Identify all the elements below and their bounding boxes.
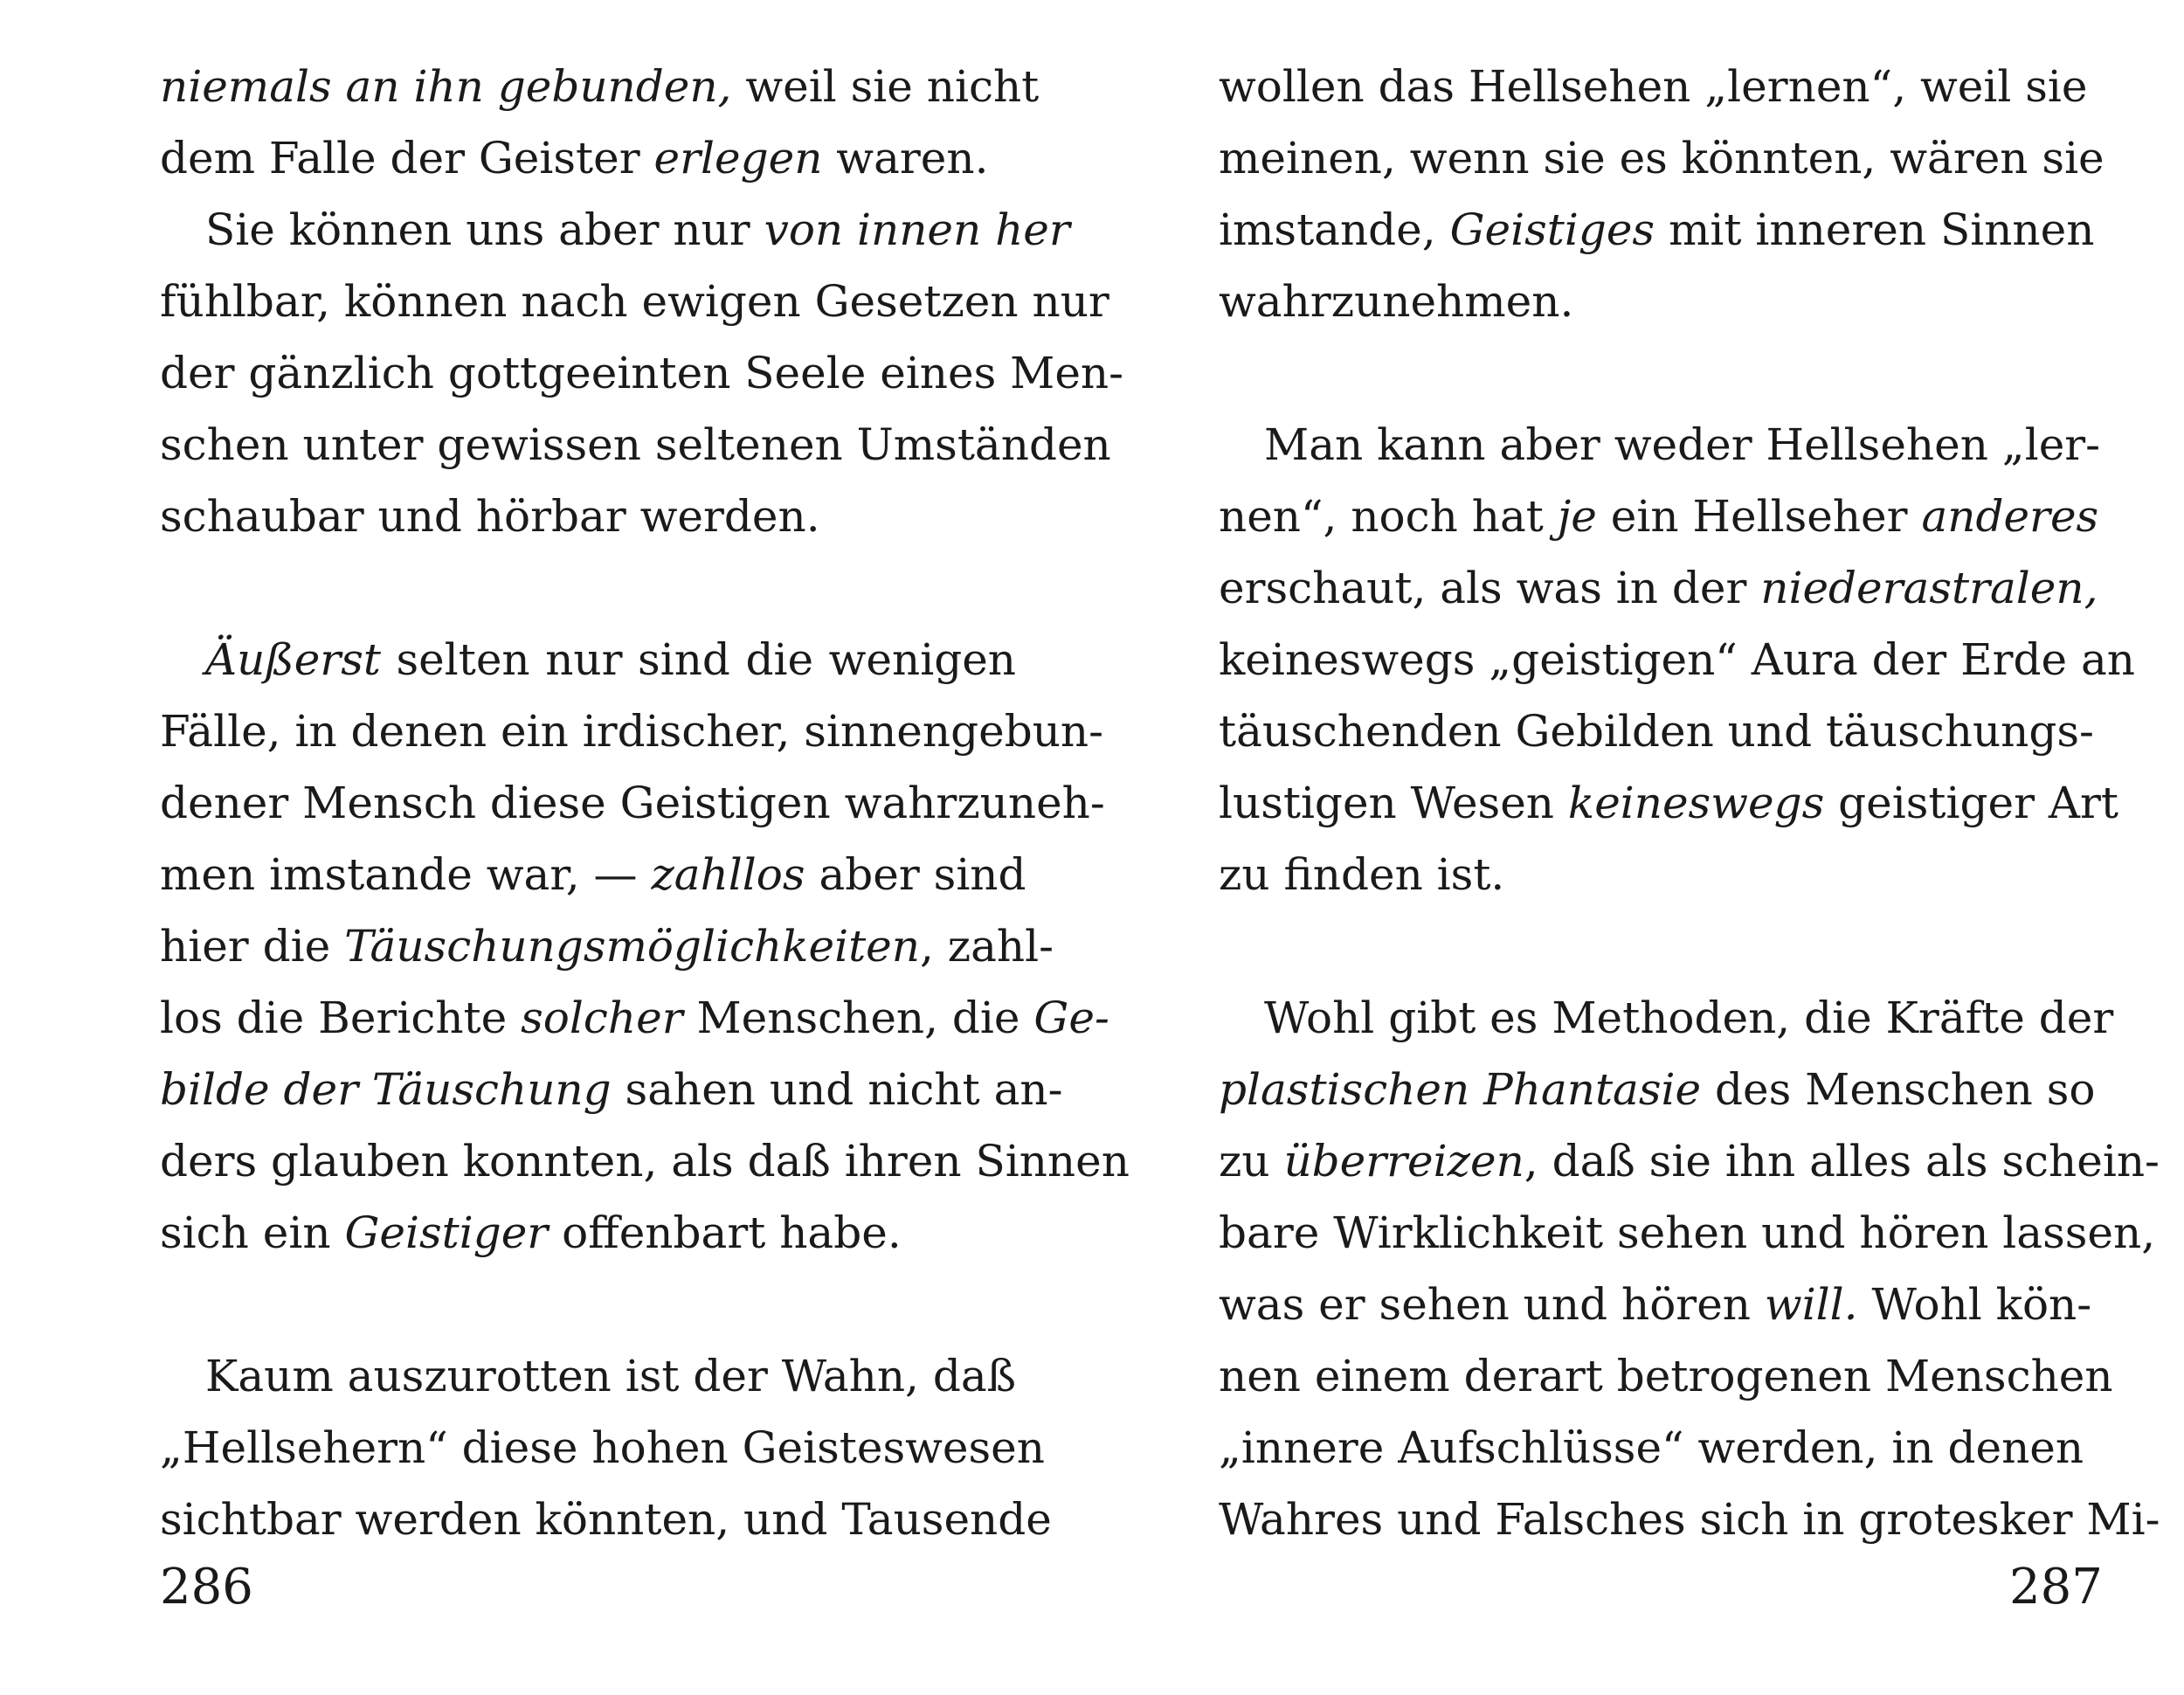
text-run: , zahl- [919,921,1054,972]
text-run: sich ein [160,1207,345,1258]
text-line [1219,1197,2156,1269]
text-run: des Menschen so [1701,1064,2096,1115]
text-line [160,1197,1016,1269]
text-line [160,266,1109,337]
italic-run: keineswegs [1567,778,1825,828]
text-run: los die Berichte [160,993,522,1043]
italic-run: von innen her [764,204,1070,255]
text-line [160,695,1104,767]
text-line [1219,767,2118,839]
text-run: lustigen Wesen [1219,778,1568,828]
text-run: , daß sie ihn alles als schein- [1524,1136,2160,1186]
text-run: Kaum auszurotten ist der Wahn, daß [205,1351,1017,1401]
text-run: geistiger Art [1824,778,2118,828]
text-run: Menschen, die [682,993,1034,1043]
text-run: mit inneren Sinnen [1655,204,2095,255]
left-page-number: 286 [160,1559,253,1615]
text-run: dener Mensch diese Geistigen wahrzuneh- [160,778,1105,828]
text-run: nen einem derart betrogenen Menschen [1219,1351,2113,1401]
text-line [1219,839,2075,910]
italic-run: anderes [1921,491,2099,542]
italic-run: Ge- [1033,993,1109,1043]
text-run: ders glauben konnten, als daß ihren Sinnen [160,1136,1130,1186]
italic-run: Äußerst [205,634,381,685]
text-line [1219,122,2105,194]
text-line [160,409,1111,481]
text-run: wollen das Hellsehen „lernen“, weil sie [1219,61,2088,112]
text-run: bare Wirklichkeit sehen und hören lassen, [1219,1207,2156,1258]
text-line [1219,1412,2084,1484]
text-run: was er sehen und hören [1219,1279,1765,1330]
text-line [160,1125,1130,1197]
text-line [160,1484,1052,1555]
text-run: meinen, wenn sie es könnten, wären sie [1219,133,2105,183]
text-run: hier die [160,921,345,972]
text-run: der gänzlich gottgeeinten Seele eines Men- [160,348,1124,398]
text-run: zu finden ist. [1219,849,1505,900]
text-run: nen“, noch hat [1219,491,1558,542]
text-line [160,481,1016,552]
text-line [1219,409,2101,481]
text-line [1219,982,2114,1054]
text-line [1219,695,2094,767]
right-page-text [1219,51,2160,1555]
text-line [160,624,1016,695]
italic-run: niemals an ihn gebunden, [160,61,732,112]
left-page-text [160,51,1130,1555]
text-run: imstande, [1219,204,1450,255]
text-run: sahen und nicht an- [611,1064,1063,1115]
text-run: fühlbar, können nach ewigen Gesetzen nur [160,276,1109,327]
text-line [1219,1125,2160,1197]
text-line [1219,1054,2096,1125]
text-line [1219,552,2098,624]
text-run: sichtbar werden könnten, und Tausende [160,1494,1052,1545]
italic-run: will. [1764,1279,1858,1330]
text-line [160,337,1124,409]
text-run: schaubar und hörbar werden. [160,491,820,542]
text-line [160,839,1026,910]
paragraph-gap [160,1269,1016,1340]
text-run: selten nur sind die wenigen [380,634,1016,685]
text-run: Sie können uns aber nur [205,204,764,255]
italic-run: solcher [521,993,683,1043]
text-run: offenbart habe. [548,1207,902,1258]
text-run: Fälle, in denen ein irdischer, sinnengebun- [160,706,1104,757]
text-run: Wahres und Falsches sich in grotesker Mi- [1219,1494,2160,1545]
text-line [160,1412,1045,1484]
text-line [1219,481,2099,552]
text-line [160,122,1016,194]
text-run: Man kann aber weder Hellsehen „ler- [1264,419,2101,470]
italic-run: bilde der Täuschung [160,1064,612,1115]
italic-run: niederastralen, [1760,563,2098,613]
text-run: täuschenden Gebilden und täuschungs- [1219,706,2094,757]
text-line [160,1054,1063,1125]
italic-run: erlegen [653,133,823,183]
text-run: „Hellsehern“ diese hohen Geisteswesen [160,1422,1045,1473]
italic-run: Täuschungsmöglichkeiten [344,921,920,972]
text-run: men imstande war, — [160,849,652,900]
text-line [160,51,1040,122]
text-run: zu [1219,1136,1284,1186]
text-line [1219,624,2135,695]
italic-run: plastischen Phantasie [1219,1064,1702,1115]
text-run: Wohl kön- [1857,1279,2092,1330]
text-line [1219,1269,2092,1340]
right-page-number: 287 [2009,1559,2103,1615]
text-line [160,1340,1016,1412]
text-line [160,767,1105,839]
italic-run: überreizen [1283,1136,1524,1186]
text-line [1219,266,2075,337]
text-run: schen unter gewissen seltenen Umständen [160,419,1111,470]
text-run: dem Falle der Geister [160,133,654,183]
text-line [160,194,1070,266]
text-line [160,982,1109,1054]
text-run: „innere Aufschlüsse“ werden, in denen [1219,1422,2084,1473]
italic-run: zahllos [651,849,805,900]
text-run: erschaut, als was in der [1219,563,1761,613]
text-run: weil sie nicht [731,61,1040,112]
text-run: ein Hellseher [1596,491,1922,542]
text-line [1219,1340,2113,1412]
text-line [1219,51,2088,122]
text-run: keineswegs „geistigen“ Aura der Erde an [1219,634,2135,685]
italic-run: Geistiger [344,1207,549,1258]
text-run: wahrzunehmen. [1219,276,1574,327]
text-run: aber sind [805,849,1026,900]
paragraph-gap [160,552,1016,624]
paragraph-gap [1219,337,2075,409]
text-line [160,910,1054,982]
text-line [1219,194,2095,266]
italic-run: Geistiges [1449,204,1655,255]
text-line [1219,1484,2160,1555]
paragraph-gap [1219,910,2075,982]
text-run: waren. [822,133,989,183]
text-run: Wohl gibt es Methoden, die Kräfte der [1264,993,2114,1043]
italic-run: je [1557,491,1597,542]
